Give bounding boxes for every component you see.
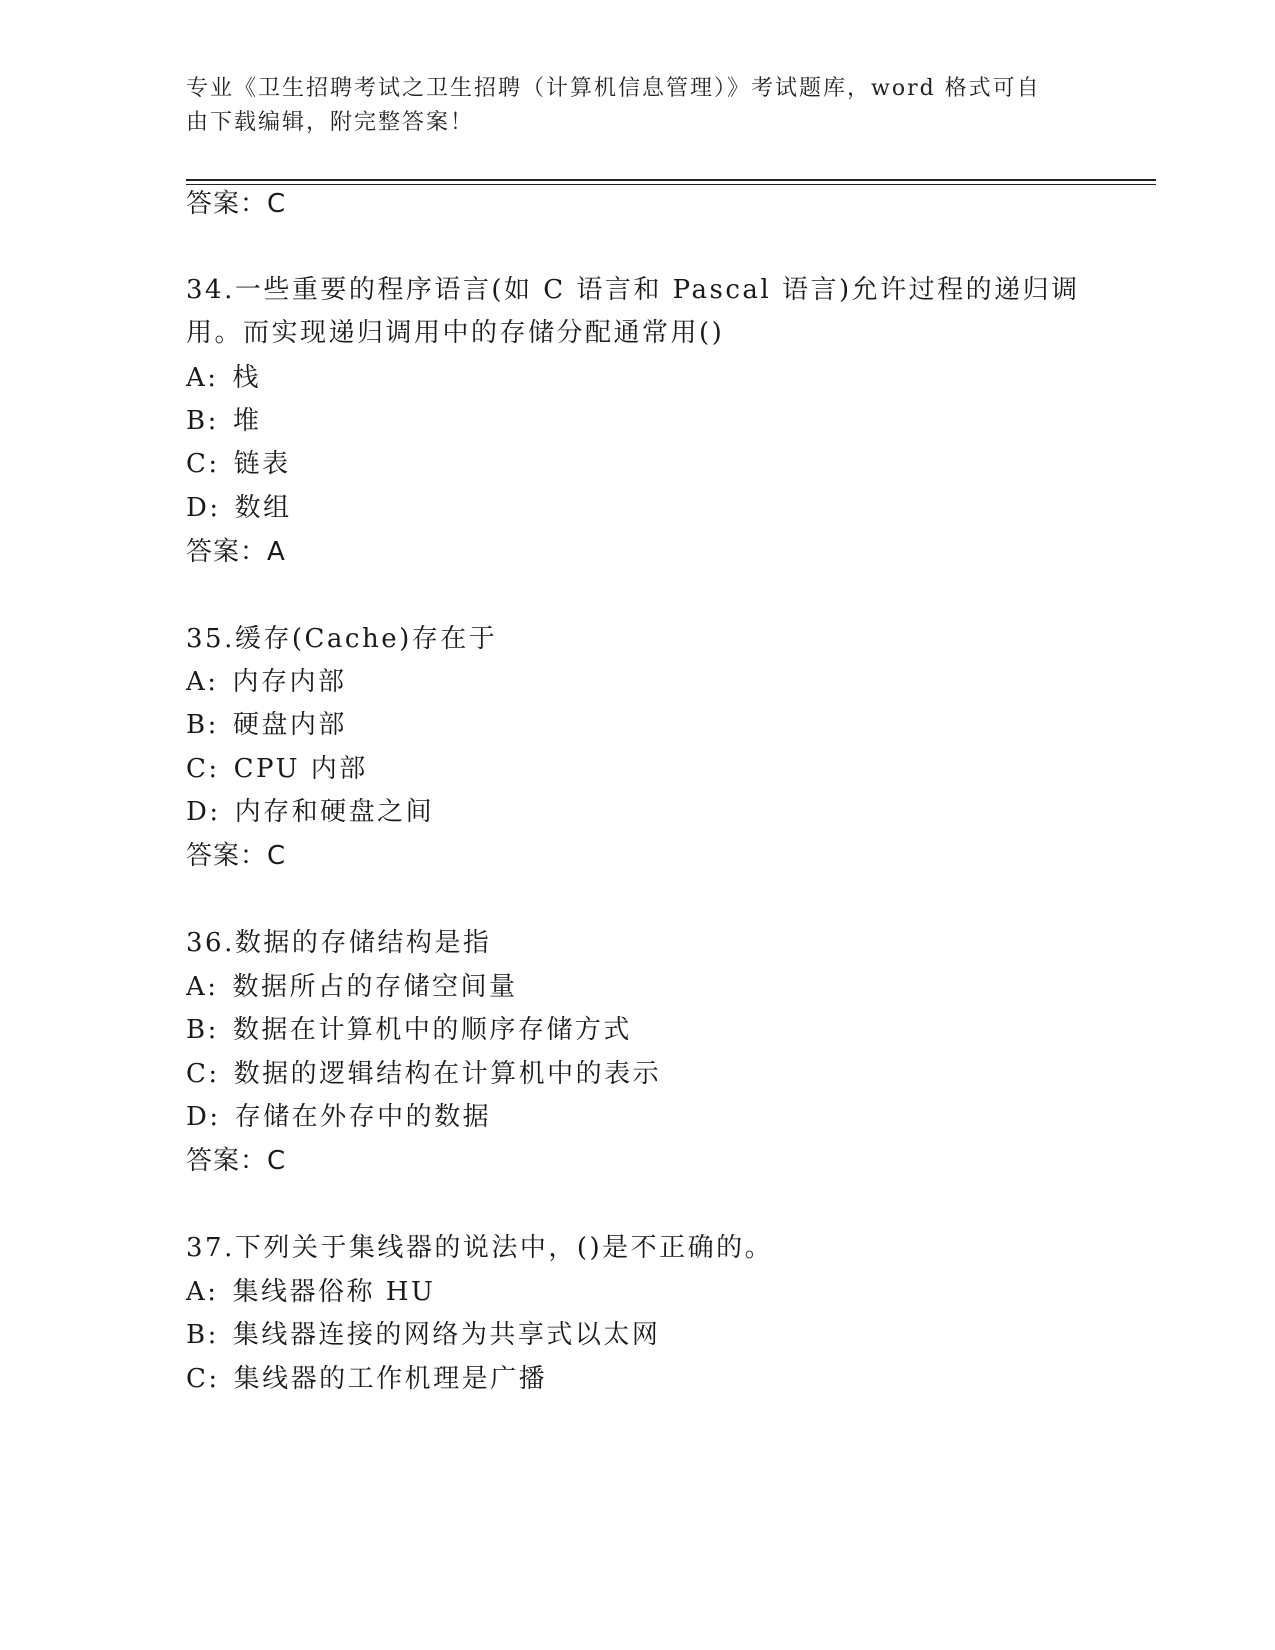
option-text: 数据在计算机中的顺序存储方式 [232, 1015, 632, 1045]
question-stem: 用。而实现递归调用中的存储分配通常用() [186, 318, 725, 348]
answer-line: 答案：C [186, 1146, 287, 1176]
question-stem: 37.下列关于集线器的说法中，()是不正确的。 [186, 1233, 774, 1263]
option-key: C: [186, 754, 220, 784]
option-text: 内存和硬盘之间 [234, 797, 435, 827]
answer-line: 答案：C [186, 189, 287, 219]
option-item [186, 1318, 660, 1352]
question-stem: 34.一些重要的程序语言(如 C 语言和 Pascal 语言)允许过程的递归调 [186, 275, 1080, 305]
question-stem: 36.数据的存储结构是指 [186, 928, 492, 958]
question-stem: 35.缓存(Cache)存在于 [186, 624, 498, 654]
option-item [186, 708, 347, 742]
option-text: 存储在外存中的数据 [234, 1102, 492, 1132]
option-text: 栈 [232, 363, 262, 393]
option-key: B: [186, 1015, 219, 1045]
option-item [186, 665, 347, 699]
header-divider-thick [186, 179, 1156, 181]
option-key: D: [186, 493, 221, 523]
option-item [186, 970, 518, 1004]
option-item [186, 1362, 547, 1396]
option-text: 数组 [234, 493, 292, 523]
option-text: 数据的逻辑结构在计算机中的表示 [233, 1059, 662, 1089]
option-item [186, 795, 434, 829]
option-text: 内存内部 [232, 667, 347, 697]
option-text: 堆 [232, 406, 262, 436]
option-key: B: [186, 406, 219, 436]
option-key: A: [186, 1277, 219, 1307]
option-text: 集线器俗称 HU [232, 1277, 436, 1307]
option-key: A: [186, 972, 219, 1002]
option-item [186, 491, 292, 525]
option-text: CPU 内部 [233, 754, 368, 784]
option-text: 集线器连接的网络为共享式以太网 [232, 1320, 661, 1350]
option-item [186, 404, 261, 438]
header-divider-thin [186, 184, 1156, 185]
option-item [186, 1100, 491, 1134]
option-item [186, 1013, 632, 1047]
option-text: 硬盘内部 [232, 710, 347, 740]
option-item [186, 1057, 661, 1091]
option-key: C: [186, 1364, 220, 1394]
option-text: 链表 [233, 449, 291, 479]
option-item [186, 447, 291, 481]
option-text: 数据所占的存储空间量 [232, 972, 518, 1002]
option-key: C: [186, 449, 220, 479]
answer-line: 答案：C [186, 841, 287, 871]
option-text: 集线器的工作机理是广播 [233, 1364, 548, 1394]
option-key: D: [186, 1102, 221, 1132]
option-key: A: [186, 363, 219, 393]
option-item [186, 361, 261, 395]
option-item [186, 1275, 435, 1309]
header-line-2: 由下载编辑，附完整答案！ [186, 110, 475, 135]
option-key: B: [186, 710, 219, 740]
document-header [186, 72, 1076, 140]
header-line-1: 专业《卫生招聘考试之卫生招聘（计算机信息管理）》考试题库，word 格式可自 [186, 76, 1041, 101]
option-key: D: [186, 797, 221, 827]
answer-line: 答案：A [186, 537, 286, 567]
option-key: A: [186, 667, 219, 697]
option-key: B: [186, 1320, 219, 1350]
option-key: C: [186, 1059, 220, 1089]
option-item [186, 752, 368, 786]
